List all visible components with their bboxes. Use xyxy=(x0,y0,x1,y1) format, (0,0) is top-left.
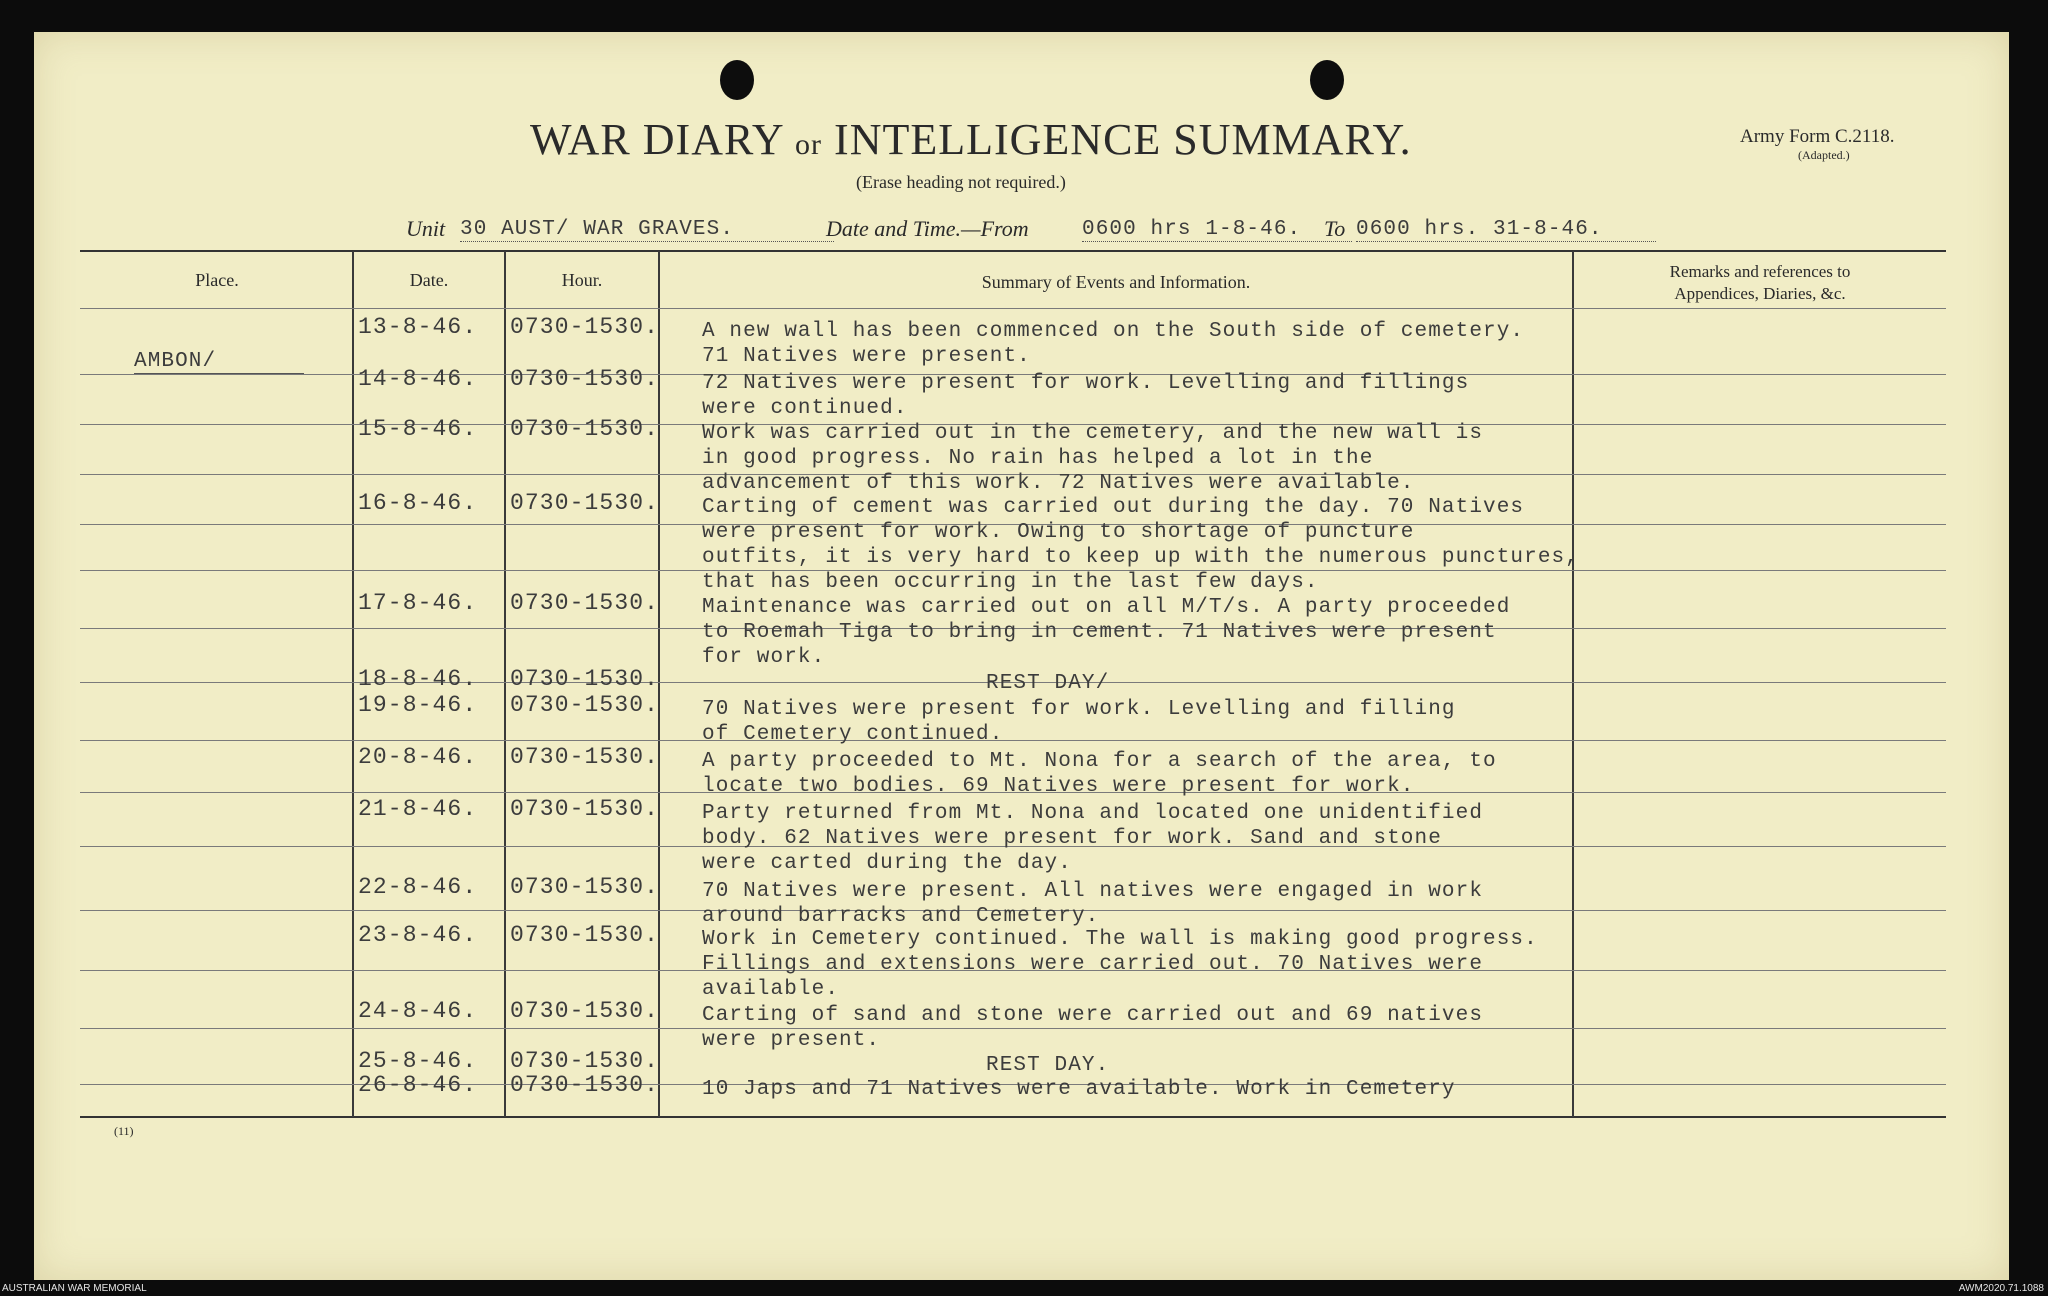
entry-date: 13-8-46. xyxy=(358,314,478,340)
entry-summary-line: advancement of this work. 72 Natives were available. xyxy=(702,472,1415,495)
entry-date: 18-8-46. xyxy=(358,666,478,692)
entry-hour: 0730-1530. xyxy=(510,416,660,442)
entry-date: 21-8-46. xyxy=(358,796,478,822)
form-subtitle: (Erase heading not required.) xyxy=(856,172,1066,192)
entry-summary-line: 72 Natives were present for work. Levelling and fillings xyxy=(702,372,1470,395)
entry-hour: 0730-1530. xyxy=(510,874,660,900)
entry-summary-line: 10 Japs and 71 Natives were available. Work in Cemetery xyxy=(702,1078,1456,1101)
entry-date: 26-8-46. xyxy=(358,1072,478,1098)
entry-summary-line: Fillings and extensions were carried out. 70 Natives were xyxy=(702,953,1484,976)
entry-summary-line: REST DAY. xyxy=(986,1054,1110,1077)
footer-right: AWM2020.71.1088 xyxy=(1958,1283,2044,1294)
entry-hour: 0730-1530. xyxy=(510,1072,660,1098)
date-to-label: To xyxy=(1324,216,1346,241)
table-bottom-rule xyxy=(80,1116,1946,1118)
entry-summary-line: REST DAY/ xyxy=(986,672,1110,695)
col-header-hour: Hour. xyxy=(561,270,603,290)
entry-hour: 0730-1530. xyxy=(510,366,660,392)
col-header-summary: Summary of Events and Information. xyxy=(981,272,1251,292)
entry-hour: 0730-1530. xyxy=(510,692,660,718)
ruled-line xyxy=(80,1028,1946,1029)
entry-summary-line: 70 Natives were present for work. Levelling and filling xyxy=(702,698,1456,721)
entry-summary-line: for work. xyxy=(702,646,826,669)
entry-summary-line: that has been occurring in the last few days. xyxy=(702,571,1319,594)
entry-date: 17-8-46. xyxy=(358,590,478,616)
entry-summary-line: Carting of cement was carried out during the day. 70 Natives xyxy=(702,496,1525,519)
entry-summary-line: body. 62 Natives were present for work. Sand and stone xyxy=(702,827,1442,850)
table-top-rule xyxy=(80,250,1946,252)
entry-date: 15-8-46. xyxy=(358,416,478,442)
punch-hole-right xyxy=(1310,60,1344,100)
entry-summary-line: in good progress. No rain has helped a lot in the xyxy=(702,447,1374,470)
col-header-remarks-1: Remarks and references to xyxy=(1669,262,1851,281)
entry-summary-line: A new wall has been commenced on the South side of cemetery. xyxy=(702,320,1525,343)
entry-hour: 0730-1530. xyxy=(510,922,660,948)
entry-hour: 0730-1530. xyxy=(510,744,660,770)
entry-summary-line: were present. xyxy=(702,1029,881,1052)
entry-summary-line: 70 Natives were present. All natives were engaged in work xyxy=(702,880,1484,903)
form-adapted: (Adapted.) xyxy=(1798,148,1850,162)
entry-date: 14-8-46. xyxy=(358,366,478,392)
entry-summary-line: were continued. xyxy=(702,397,908,420)
date-from: 0600 hrs 1-8-46. xyxy=(1082,218,1352,242)
entry-hour: 0730-1530. xyxy=(510,796,660,822)
title-or: or xyxy=(795,128,823,161)
ruled-line xyxy=(80,308,1946,309)
entry-hour: 0730-1530. xyxy=(510,998,660,1024)
col-header-date: Date. xyxy=(409,270,449,290)
punch-hole-left xyxy=(720,60,754,100)
entry-summary-line: Work in Cemetery continued. The wall is making good progress. xyxy=(702,928,1538,951)
entry-summary-line: of Cemetery continued. xyxy=(702,723,1004,746)
entry-hour: 0730-1530. xyxy=(510,666,660,692)
entry-summary-line: outfits, it is very hard to keep up with the numerous punctures, xyxy=(702,546,1579,569)
entry-date: 23-8-46. xyxy=(358,922,478,948)
entry-summary-line: around barracks and Cemetery. xyxy=(702,905,1100,928)
date-to: 0600 hrs. 31-8-46. xyxy=(1356,218,1656,242)
col-header-remarks-2: Appendices, Diaries, &c. xyxy=(1674,284,1846,303)
entry-summary-line: Maintenance was carried out on all M/T/s. A party proceeded xyxy=(702,596,1511,619)
entry-hour: 0730-1530. xyxy=(510,1048,660,1074)
entry-summary-line: Carting of sand and stone were carried out and 69 natives xyxy=(702,1004,1484,1027)
entry-hour: 0730-1530. xyxy=(510,490,660,516)
entry-summary-line: Party returned from Mt. Nona and located one unidentified xyxy=(702,802,1484,825)
form-number: Army Form C.2118. xyxy=(1740,126,1895,147)
diary-sheet xyxy=(34,32,2009,1280)
entry-summary-line: Work was carried out in the cemetery, and the new wall is xyxy=(702,422,1484,445)
col-header-place: Place. xyxy=(195,270,239,290)
col-divider-place xyxy=(352,251,354,1117)
entry-date: 22-8-46. xyxy=(358,874,478,900)
title-prefix: WAR DIARY xyxy=(530,115,784,164)
page-mark: (11) xyxy=(114,1124,134,1138)
entry-date: 19-8-46. xyxy=(358,692,478,718)
entry-summary-line: were carted during the day. xyxy=(702,852,1072,875)
entry-hour: 0730-1530. xyxy=(510,314,660,340)
date-label: Date and Time.—From xyxy=(826,216,1029,241)
title-suffix: INTELLIGENCE SUMMARY. xyxy=(834,115,1412,164)
entry-summary-line: were present for work. Owing to shortage of puncture xyxy=(702,521,1415,544)
entry-summary-line: available. xyxy=(702,978,840,1001)
footer-left: AUSTRALIAN WAR MEMORIAL xyxy=(2,1283,147,1294)
unit-label: Unit xyxy=(406,216,446,241)
col-divider-date xyxy=(504,251,506,1117)
entry-summary-line: A party proceeded to Mt. Nona for a search of the area, to xyxy=(702,750,1497,773)
place-value: AMBON/ xyxy=(134,350,304,374)
ruled-line xyxy=(80,740,1946,741)
entry-date: 24-8-46. xyxy=(358,998,478,1024)
entry-summary-line: locate two bodies. 69 Natives were present for work. xyxy=(702,775,1415,798)
entry-date: 16-8-46. xyxy=(358,490,478,516)
entry-hour: 0730-1530. xyxy=(510,590,660,616)
form-title xyxy=(530,114,1412,165)
entry-date: 20-8-46. xyxy=(358,744,478,770)
col-divider-summary xyxy=(1572,251,1574,1117)
entry-summary-line: 71 Natives were present. xyxy=(702,345,1031,368)
unit-value: 30 AUST/ WAR GRAVES. xyxy=(460,218,834,242)
entry-date: 25-8-46. xyxy=(358,1048,478,1074)
entry-summary-line: to Roemah Tiga to bring in cement. 71 Natives were present xyxy=(702,621,1497,644)
